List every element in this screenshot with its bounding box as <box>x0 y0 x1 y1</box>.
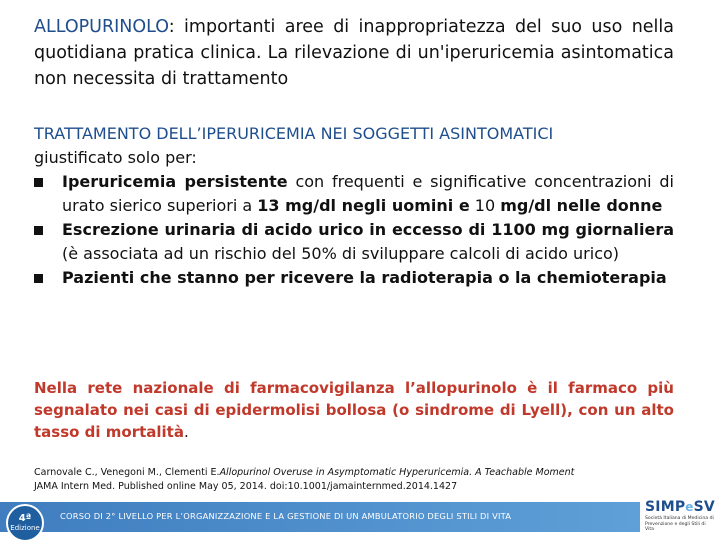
criterion-bold-text: Pazienti che stanno per ricevere la radioterapia o la chemioterapia <box>62 268 667 287</box>
logo-name-e: e <box>685 500 694 514</box>
criterion-bold-text: Iperuricemia persistente <box>62 172 288 191</box>
square-bullet-icon <box>34 226 43 235</box>
logo-name-end: SV <box>693 499 715 515</box>
criterion-bold-text: mg/dl nelle donne <box>500 196 663 215</box>
edition-badge <box>6 504 44 542</box>
criteria-list <box>34 170 674 290</box>
slide-title <box>34 14 674 92</box>
logo-wordmark <box>645 500 715 514</box>
title-drug-name: ALLOPURINOLO <box>34 17 169 37</box>
edition-number: 4ª <box>18 513 32 524</box>
simpesv-logo <box>645 500 715 538</box>
footer-bar <box>0 502 640 532</box>
reference-citation <box>34 466 694 494</box>
reference-journal: JAMA Intern Med. Published online May 05, 2014. doi:10.1001/jamainternmed.2014.1427 <box>34 481 458 492</box>
warning-text: Nella rete nazionale di farmacovigilanza l’allopurinolo è il farmaco più segnalato nei casi di epidermolisi bollosa (o sindrome di Lyell), con un alto tasso di mortalità <box>34 379 674 441</box>
square-bullet-icon <box>34 178 43 187</box>
list-item <box>34 218 674 266</box>
square-bullet-icon <box>34 274 43 283</box>
warning-period: . <box>183 423 189 441</box>
criterion-text: con frequenti e significative concentrazioni di urato sierico superiori a <box>62 172 674 215</box>
criterion-bold-text: 13 mg/dl negli uomini e <box>257 196 470 215</box>
pharmacovigilance-warning <box>34 377 674 443</box>
list-item <box>34 266 674 290</box>
treatment-heading: TRATTAMENTO DELL’IPERURICEMIA NEI SOGGETTI ASINTOMATICI <box>34 124 554 143</box>
title-text: : importanti aree di inappropriatezza del suo uso nella quotidiana pratica clinica. La rilevazione di un'iperuricemia asintomatica non necessita di trattamento <box>34 17 674 89</box>
reference-title: Allopurinol Overuse in Asymptomatic Hyperuricemia. A Teachable Moment <box>219 467 575 478</box>
criterion-text: (è associata ad un rischio del 50% di sviluppare calcoli di acido urico) <box>62 244 620 263</box>
criterion-bold-text: Escrezione urinaria di acido urico in eccesso di 1100 mg giornaliera <box>62 220 674 239</box>
treatment-subheading: giustificato solo per: <box>34 148 197 167</box>
reference-authors: Carnovale C., Venegoni M., Clementi E. <box>34 467 220 478</box>
logo-name-main: SIMP <box>645 499 686 515</box>
course-title: CORSO DI 2° LIVELLO PER L’ORGANIZZAZIONE E LA GESTIONE DI UN AMBULATORIO DEGLI STILI DI VITA <box>60 511 512 521</box>
edition-label: Edizione <box>10 524 40 532</box>
criterion-text: 10 <box>469 196 501 215</box>
logo-tagline: Società Italiana di Medicina di Prevenzione e degli Stili di Vita <box>645 516 714 532</box>
list-item <box>34 170 674 218</box>
treatment-section <box>34 122 674 290</box>
